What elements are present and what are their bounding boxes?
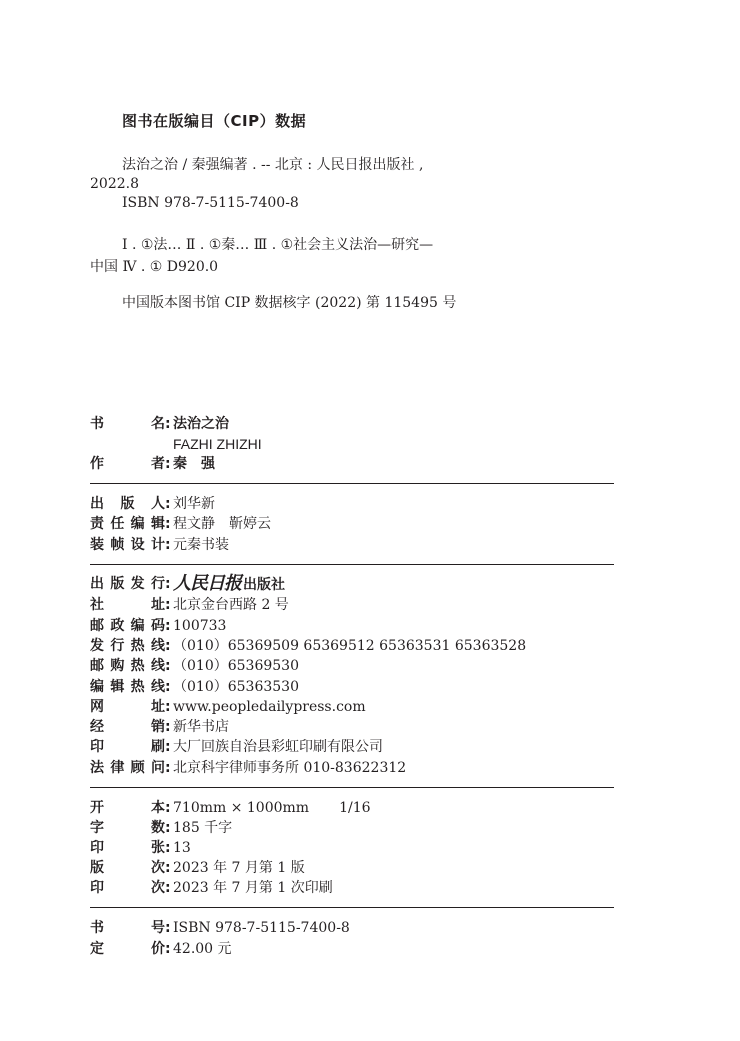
- cip-title: 图书在版编目（CIP）数据: [122, 112, 307, 130]
- cip-line-2: 2022.8: [90, 176, 139, 192]
- mail-row: 邮购热线: （010）65369530: [90, 658, 299, 674]
- legal-row: 法律顾问: 北京科宇律师事务所 010-83622312: [90, 760, 407, 776]
- address-row: 社址: 北京金台西路 2 号: [90, 597, 289, 613]
- distributor-row: 经销: 新华书店: [90, 719, 229, 735]
- website-label: 网址: [90, 699, 165, 715]
- divider-1: [90, 483, 614, 484]
- editor-row: 责任编辑: 程文静 靳婷云: [90, 516, 271, 532]
- isbn-value: ISBN 978-7-5115-7400-8: [173, 920, 350, 936]
- price-row: 定价: 42.00 元: [90, 941, 232, 957]
- legal-value: 北京科宇律师事务所 010-83622312: [173, 760, 407, 776]
- isbn-row: 书号: ISBN 978-7-5115-7400-8: [90, 920, 350, 936]
- hotline-row: 发行热线: （010）65369509 65369512 65363531 65363528: [90, 638, 527, 654]
- mail-value: （010）65369530: [173, 658, 299, 674]
- hotline-value: （010）65369509 65369512 65363531 65363528: [173, 638, 527, 654]
- website-row: 网址: www.peopledailypress.com: [90, 699, 366, 715]
- words-label: 字数: [90, 820, 165, 836]
- edition-value: 2023 年 7 月第 1 版: [173, 860, 305, 876]
- publisher-person-label: 出版人: [90, 496, 165, 512]
- title-row: 书名: 法治之治: [90, 416, 229, 432]
- sheets-label: 印张: [90, 840, 165, 856]
- printer-value: 大厂回族自治县彩虹印刷有限公司: [173, 739, 383, 755]
- words-value: 185 千字: [173, 820, 233, 836]
- printing-row: 印次: 2023 年 7 月第 1 次印刷: [90, 880, 333, 896]
- design-value: 元秦书装: [173, 537, 229, 553]
- sheets-row: 印张: 13: [90, 840, 191, 856]
- printer-row: 印刷: 大厂回族自治县彩虹印刷有限公司: [90, 739, 383, 755]
- title-label: 书名: [90, 416, 165, 432]
- design-row: 装帧设计: 元秦书装: [90, 537, 229, 553]
- author-value: 秦 强: [173, 456, 215, 472]
- divider-4: [90, 907, 614, 908]
- edition-label: 版次: [90, 860, 165, 876]
- cip-line-5: 中国 Ⅳ . ① D920.0: [90, 259, 219, 275]
- postcode-value: 100733: [173, 618, 227, 634]
- editor-value: 程文静 靳婷云: [173, 516, 271, 532]
- cip-line-6: 中国版本图书馆 CIP 数据核字 (2022) 第 115495 号: [122, 295, 457, 311]
- price-value: 42.00 元: [173, 941, 232, 957]
- issuer-suffix: 出版社: [243, 577, 285, 593]
- legal-label: 法律顾问: [90, 760, 165, 776]
- cip-line-1: 法治之治 / 秦强编著 . -- 北京 : 人民日报出版社 ,: [122, 157, 424, 173]
- publisher-person-value: 刘华新: [173, 496, 215, 512]
- format-row: 开本: 710mm × 1000mm 1/16: [90, 800, 371, 816]
- format-fold: 1/16: [339, 800, 371, 816]
- title-value: 法治之治: [173, 416, 229, 432]
- printer-label: 印刷: [90, 739, 165, 755]
- title-pinyin: FAZHI ZHIZHI: [173, 436, 262, 452]
- postcode-label: 邮政编码: [90, 618, 165, 634]
- divider-2: [90, 564, 614, 565]
- format-value: 710mm × 1000mm: [173, 800, 310, 816]
- words-row: 字数: 185 千字: [90, 820, 233, 836]
- printing-value: 2023 年 7 月第 1 次印刷: [173, 880, 333, 896]
- sheets-value: 13: [173, 840, 191, 856]
- format-label: 开本: [90, 800, 165, 816]
- address-value: 北京金台西路 2 号: [173, 597, 289, 613]
- edition-row: 版次: 2023 年 7 月第 1 版: [90, 860, 305, 876]
- issuer-label: 出版发行: [90, 576, 165, 592]
- edit-hotline-row: 编辑热线: （010）65363530: [90, 679, 299, 695]
- author-row: 作者: 秦 强: [90, 456, 215, 472]
- cip-line-4: Ⅰ . ①法… Ⅱ . ①秦… Ⅲ . ①社会主义法治—研究—: [122, 237, 434, 253]
- edit-hotline-value: （010）65363530: [173, 679, 299, 695]
- divider-3: [90, 787, 614, 788]
- cip-line-3: ISBN 978-7-5115-7400-8: [122, 195, 299, 211]
- printing-label: 印次: [90, 880, 165, 896]
- issuer-row: 出版发行: 人民日报 出版社: [90, 573, 285, 594]
- design-label: 装帧设计: [90, 537, 165, 553]
- people-daily-logo: 人民日报: [173, 573, 241, 594]
- distributor-label: 经销: [90, 719, 165, 735]
- website-value: www.peopledailypress.com: [173, 699, 366, 715]
- edit-hotline-label: 编辑热线: [90, 679, 165, 695]
- author-label: 作者: [90, 456, 165, 472]
- mail-label: 邮购热线: [90, 658, 165, 674]
- publisher-person-row: 出版人: 刘华新: [90, 496, 215, 512]
- isbn-label: 书号: [90, 920, 165, 936]
- postcode-row: 邮政编码: 100733: [90, 618, 227, 634]
- address-label: 社址: [90, 597, 165, 613]
- price-label: 定价: [90, 941, 165, 957]
- hotline-label: 发行热线: [90, 638, 165, 654]
- distributor-value: 新华书店: [173, 719, 229, 735]
- editor-label: 责任编辑: [90, 516, 165, 532]
